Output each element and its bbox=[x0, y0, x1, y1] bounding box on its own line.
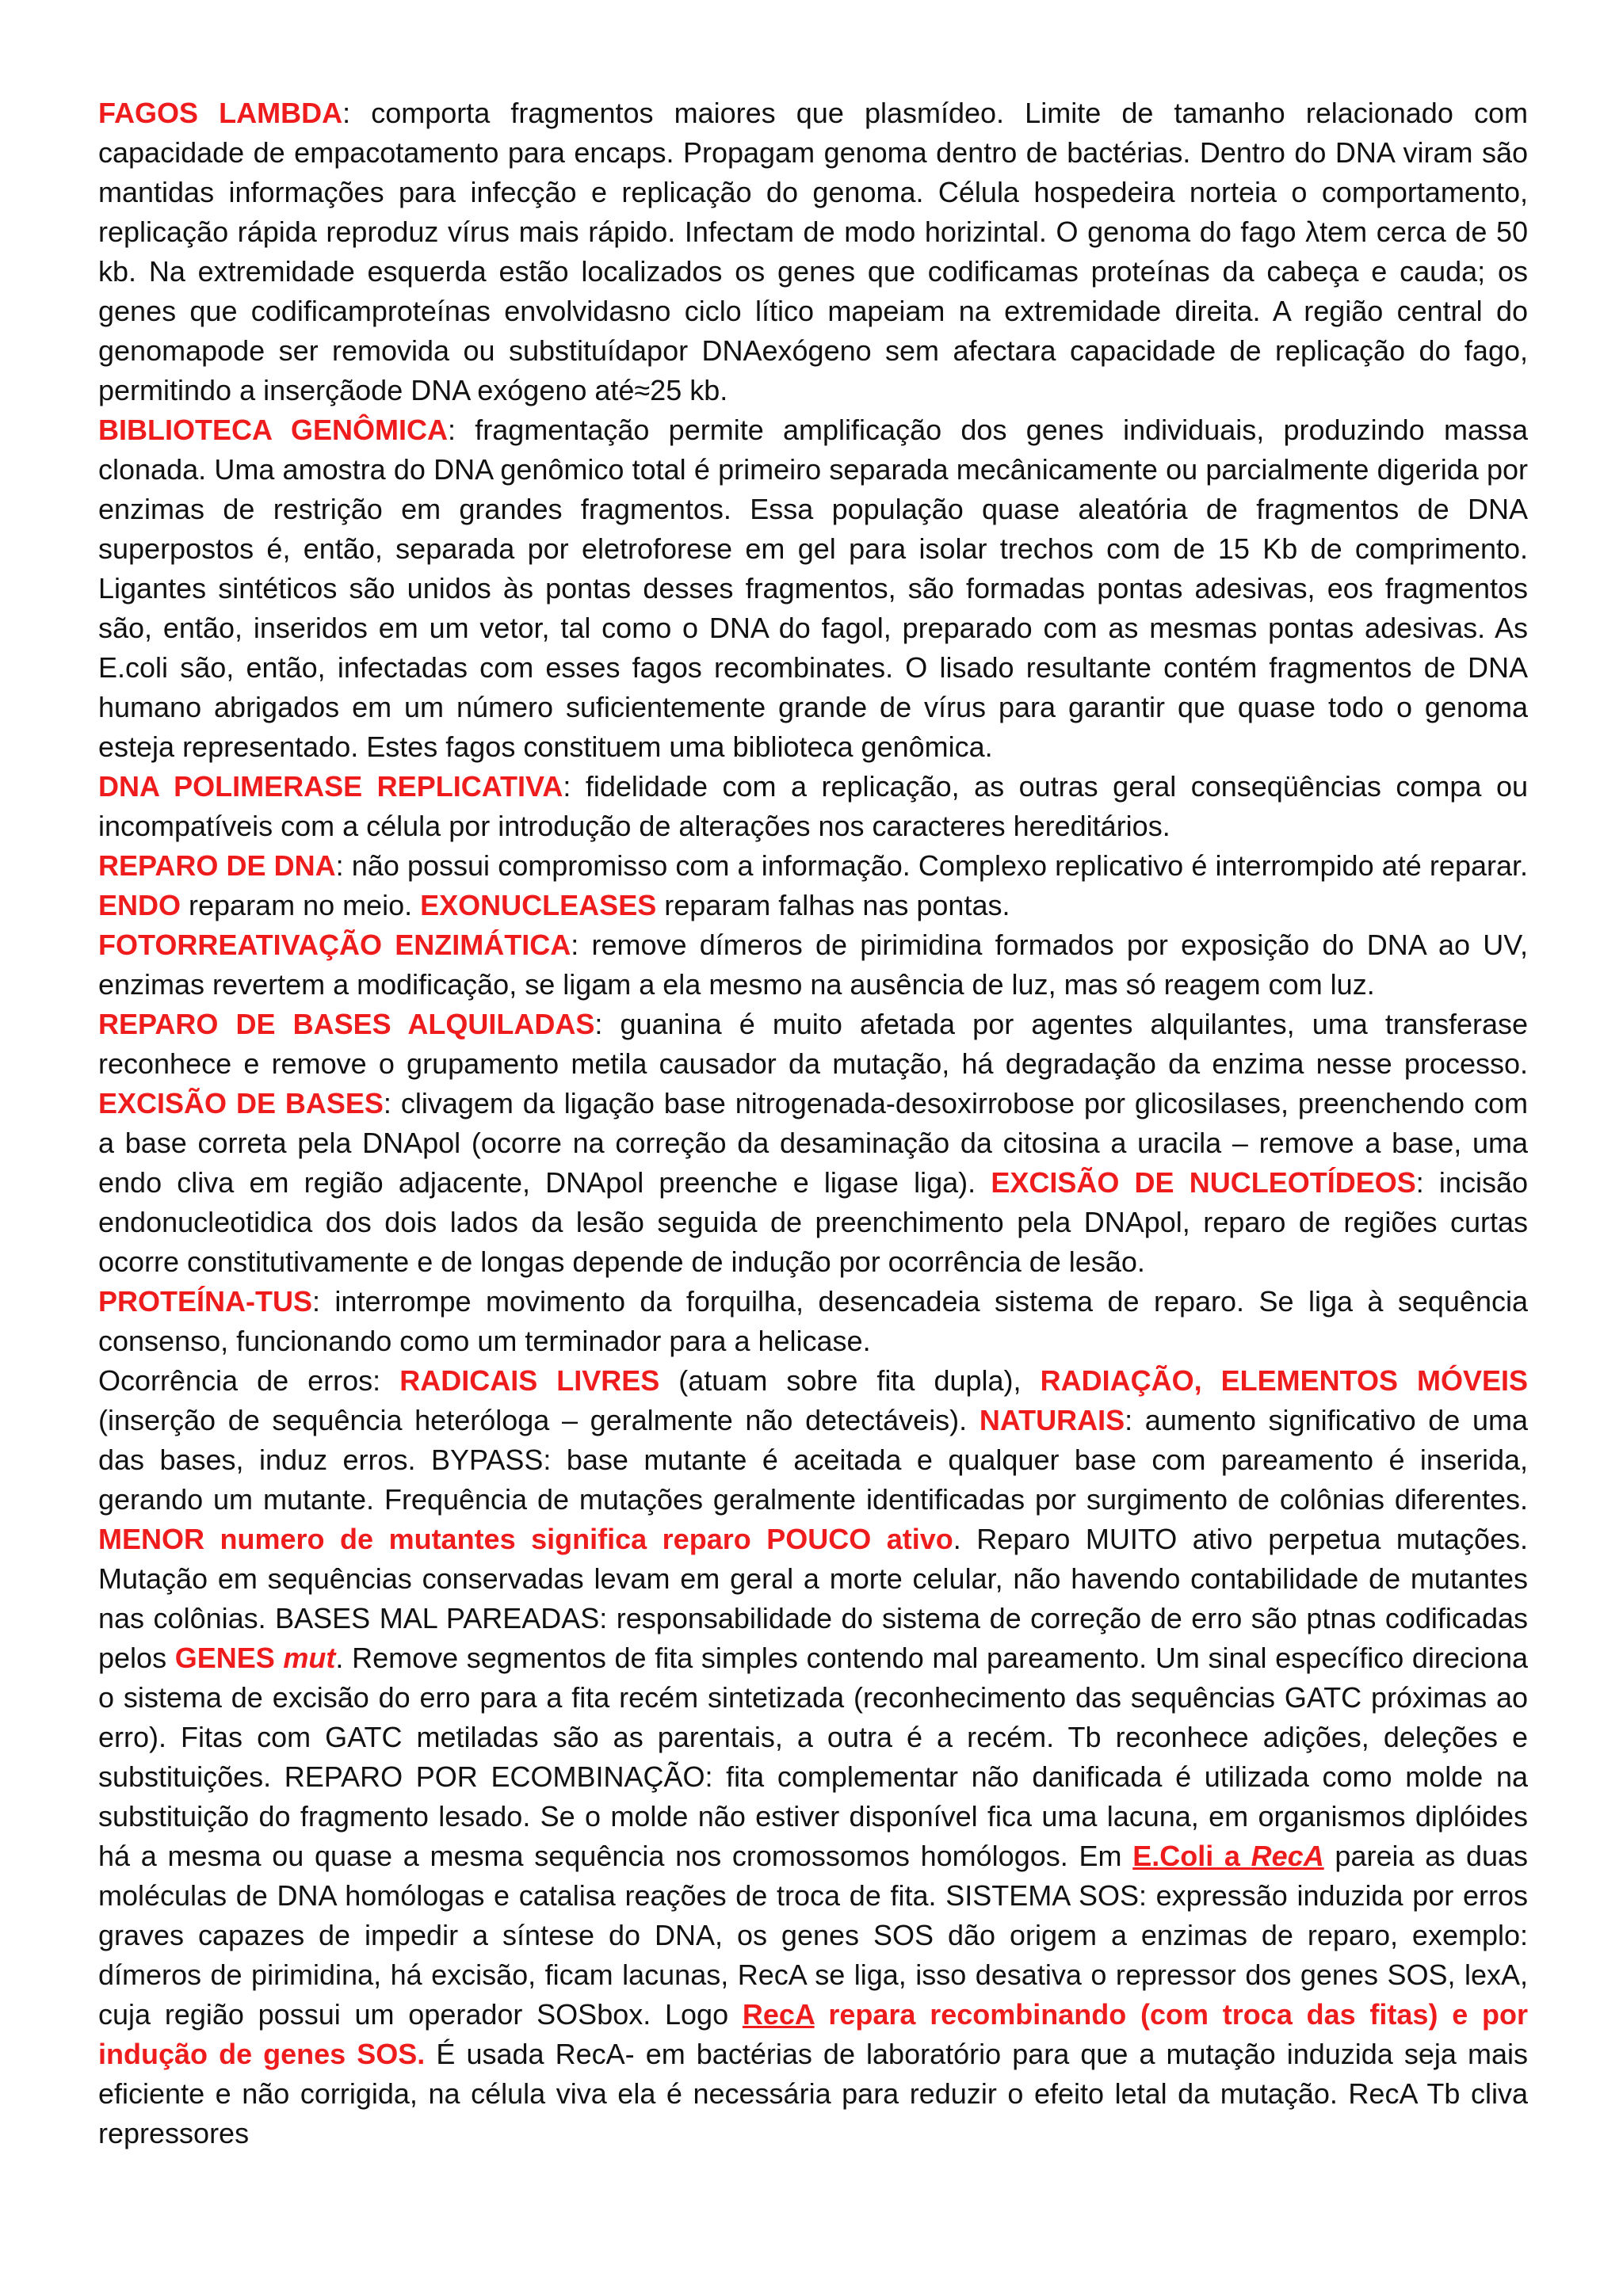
paragraph-text: reparam no meio. bbox=[181, 889, 421, 921]
paragraph-text: : fidelidade com a replicação, as outras geral conseqüências compa ou incompatíveis com a célula por introdução de alterações nos caracteres hereditários. bbox=[98, 770, 1528, 842]
term-excisao-de-nucleotideos: EXCISÃO DE NUCLEOTÍDEOS bbox=[991, 1166, 1416, 1199]
paragraph-text: : guanina é muito afetada por agentes alquilantes, uma transferase reconhece e remove o grupamento metila causador da mutação, há degradação da enzima nesse processo. bbox=[98, 1008, 1528, 1080]
term-dna-polimerase-replicativa: DNA POLIMERASE REPLICATIVA bbox=[98, 770, 563, 803]
term-naturais: NATURAIS bbox=[979, 1404, 1125, 1436]
term-reca: RecA bbox=[742, 1998, 815, 2031]
term-reca-italic: RecA bbox=[1251, 1840, 1324, 1872]
term-exonucleases: EXONUCLEASES bbox=[420, 889, 657, 921]
term-biblioteca-genomica: BIBLIOTECA GENÔMICA bbox=[98, 414, 448, 446]
term-menor-numero-mutantes: MENOR numero de mutantes significa reparo POUCO ativo bbox=[98, 1523, 953, 1555]
paragraph-proteina-tus bbox=[98, 1282, 1528, 1361]
paragraph-text: Ocorrência de erros: bbox=[98, 1364, 400, 1397]
term-repara-recombinando: repara recombinando (com troca das fitas) e por indução de genes SOS. bbox=[98, 1998, 1528, 2070]
paragraph-fagos-lambda bbox=[98, 93, 1528, 410]
term-fotorreativacao-enzimatica: FOTORREATIVAÇÃO ENZIMÁTICA bbox=[98, 929, 571, 961]
paragraph-text: : interrompe movimento da forquilha, desencadeia sistema de reparo. Se liga à sequência consenso, funcionando como um terminador para a helicase. bbox=[98, 1285, 1528, 1357]
paragraph-text: reparam falhas nas pontas. bbox=[656, 889, 1010, 921]
term-endo: ENDO bbox=[98, 889, 181, 921]
paragraph-text: É usada RecA- em bactérias de laboratório para que a mutação induzida seja mais eficiente e não corrigida, na célula viva ela é necessária para reduzir o efeito letal da mutação. RecA Tb cliva repressores bbox=[98, 2038, 1528, 2149]
document-page bbox=[98, 93, 1528, 2153]
paragraph-text: (inserção de sequência heteróloga – geralmente não detectáveis). bbox=[98, 1404, 980, 1436]
term-radicais-livres: RADICAIS LIVRES bbox=[399, 1364, 660, 1397]
term-excisao-de-bases: EXCISÃO DE BASES bbox=[98, 1087, 384, 1119]
paragraph-text: : comporta fragmentos maiores que plasmídeo. Limite de tamanho relacionado com capacidade de empacotamento para encaps. Propagam genoma dentro de bactérias. Dentro do DNA viram são mantidas informações para infecção e replicação do genoma. Célula hospedeira norteia o comportamento, replicação rápida reproduz vírus mais rápido. Infectam de modo horizintal. O genoma do fago λtem cerca de 50 kb. Na extremidade esquerda estão localizados os genes que codificamas proteínas da cabeça e cauda; os genes que codificamproteínas envolvidasno ciclo lítico mapeiam na extremidade direita. A região central do genomapode ser removida ou substituídapor DNAexógeno sem afectara capacidade de replicação do fago, permitindo a inserçãode DNA exógeno até≈25 kb. bbox=[98, 97, 1528, 406]
paragraph-text: . Reparo MUITO ativo perpetua mutações. Mutação em sequências conservadas levam em geral a morte celular, não havendo contabilidade de mutantes nas colônias. BASES MAL PAREADAS: responsabilidade do sistema de correção de erro são ptnas codificadas pelos bbox=[98, 1523, 1529, 1674]
paragraph-text: : clivagem da ligação base nitrogenada-desoxirrobose por glicosilases, preenchendo com a base correta pela DNApol (ocorre na correção da desaminação da citosina a uracila – remove a base, uma endo cliva em região adjacente, DNApol preenche e ligase liga). bbox=[98, 1087, 1528, 1199]
term-ecoli-reca bbox=[1132, 1840, 1324, 1872]
term-ecoli: E.Coli a bbox=[1132, 1840, 1251, 1872]
term-genes: GENES bbox=[174, 1642, 284, 1674]
paragraph-text: : incisão endonucleotidica dos dois lados da lesão seguida de preenchimento pela DNApol, reparo de regiões curtas ocorre constitutivamente e de longas depende de indução por ocorrência de lesão. bbox=[98, 1166, 1528, 1278]
paragraph-ocorrencia-de-erros bbox=[98, 1361, 1528, 2153]
paragraph-text: : fragmentação permite amplificação dos genes individuais, produzindo massa clonada. Uma amostra do DNA genômico total é primeiro separada mecânicamente ou parcialmente digerida por enzimas de restrição em grandes fragmentos. Essa população quase aleatória de fragmentos de DNA superpostos é, então, separada por eletroforese em gel para isolar trechos com de 15 Kb de comprimento. Ligantes sintéticos são unidos às pontas desses fragmentos, são formadas pontas adesivas, eos fragmentos são, então, inseridos em um vetor, tal como o DNA do fagol, preparado com as mesmas pontas adesivas. As E.coli são, então, infectadas com esses fagos recombinates. O lisado resultante contém fragmentos de DNA humano abrigados em um número suficientemente grande de vírus para garantir que quase todo o genoma esteja representado. Estes fagos constituem uma biblioteca genômica. bbox=[98, 414, 1528, 763]
paragraph-text: : remove dímeros de pirimidina formados por exposição do DNA ao UV, enzimas revertem a modificação, se ligam a ela mesmo na ausência de luz, mas só reagem com luz. bbox=[98, 929, 1528, 1001]
paragraph-fotorreativacao bbox=[98, 925, 1528, 1005]
paragraph-text: . Remove segmentos de fita simples contendo mal pareamento. Um sinal específico direciona o sistema de excisão do erro para a fita recém sintetizada (reconhecimento das sequências GATC próximas ao erro). Fitas com GATC metiladas são as parentais, a outra é a recém. Tb reconhece adições, deleções e substituições. REPARO POR ECOMBINAÇÃO: fita complementar não danificada é utilizada como molde na substituição do fragmento lesado. Se o molde não estiver disponível fica uma lacuna, em organismos diplóides há a mesma ou quase a mesma sequência nos cromossomos homólogos. Em bbox=[98, 1642, 1528, 1872]
term-reparo-de-dna: REPARO DE DNA bbox=[98, 849, 336, 882]
paragraph-text: : não possui compromisso com a informação. Complexo replicativo é interrompido até reparar. bbox=[335, 849, 1528, 882]
paragraph-text: : aumento significativo de uma das bases, induz erros. BYPASS: base mutante é aceitada e qualquer base com pareamento é inserida, gerando um mutante. Frequência de mutações geralmente identificadas por surgimento de colônias diferentes. bbox=[98, 1404, 1528, 1516]
paragraph-reparo-bases bbox=[98, 1005, 1528, 1282]
paragraph-reparo-de-dna bbox=[98, 846, 1528, 925]
term-fagos-lambda: FAGOS LAMBDA bbox=[98, 97, 343, 129]
paragraph-text: (atuam sobre fita dupla), bbox=[659, 1364, 1041, 1397]
paragraph-dna-polimerase bbox=[98, 767, 1528, 846]
paragraph-biblioteca-genomica bbox=[98, 410, 1528, 767]
term-proteina-tus: PROTEÍNA-TUS bbox=[98, 1285, 312, 1318]
term-reparo-bases-alquiladas: REPARO DE BASES ALQUILADAS bbox=[98, 1008, 595, 1040]
term-mut: mut bbox=[283, 1642, 336, 1674]
paragraph-text: pareia as duas moléculas de DNA homólogas e catalisa reações de troca de fita. SISTEMA SOS: expressão induzida por erros graves capazes de impedir a síntese do DNA, os genes SOS dão origem a enzimas de reparo, exemplo: dímeros de pirimidina, há excisão, ficam lacunas, RecA se liga, isso desativa o repressor dos genes SOS, lexA, cuja região possui um operador SOSbox. Logo bbox=[98, 1840, 1529, 2031]
term-radiacao-elementos-moveis: RADIAÇÃO, ELEMENTOS MÓVEIS bbox=[1040, 1364, 1529, 1397]
